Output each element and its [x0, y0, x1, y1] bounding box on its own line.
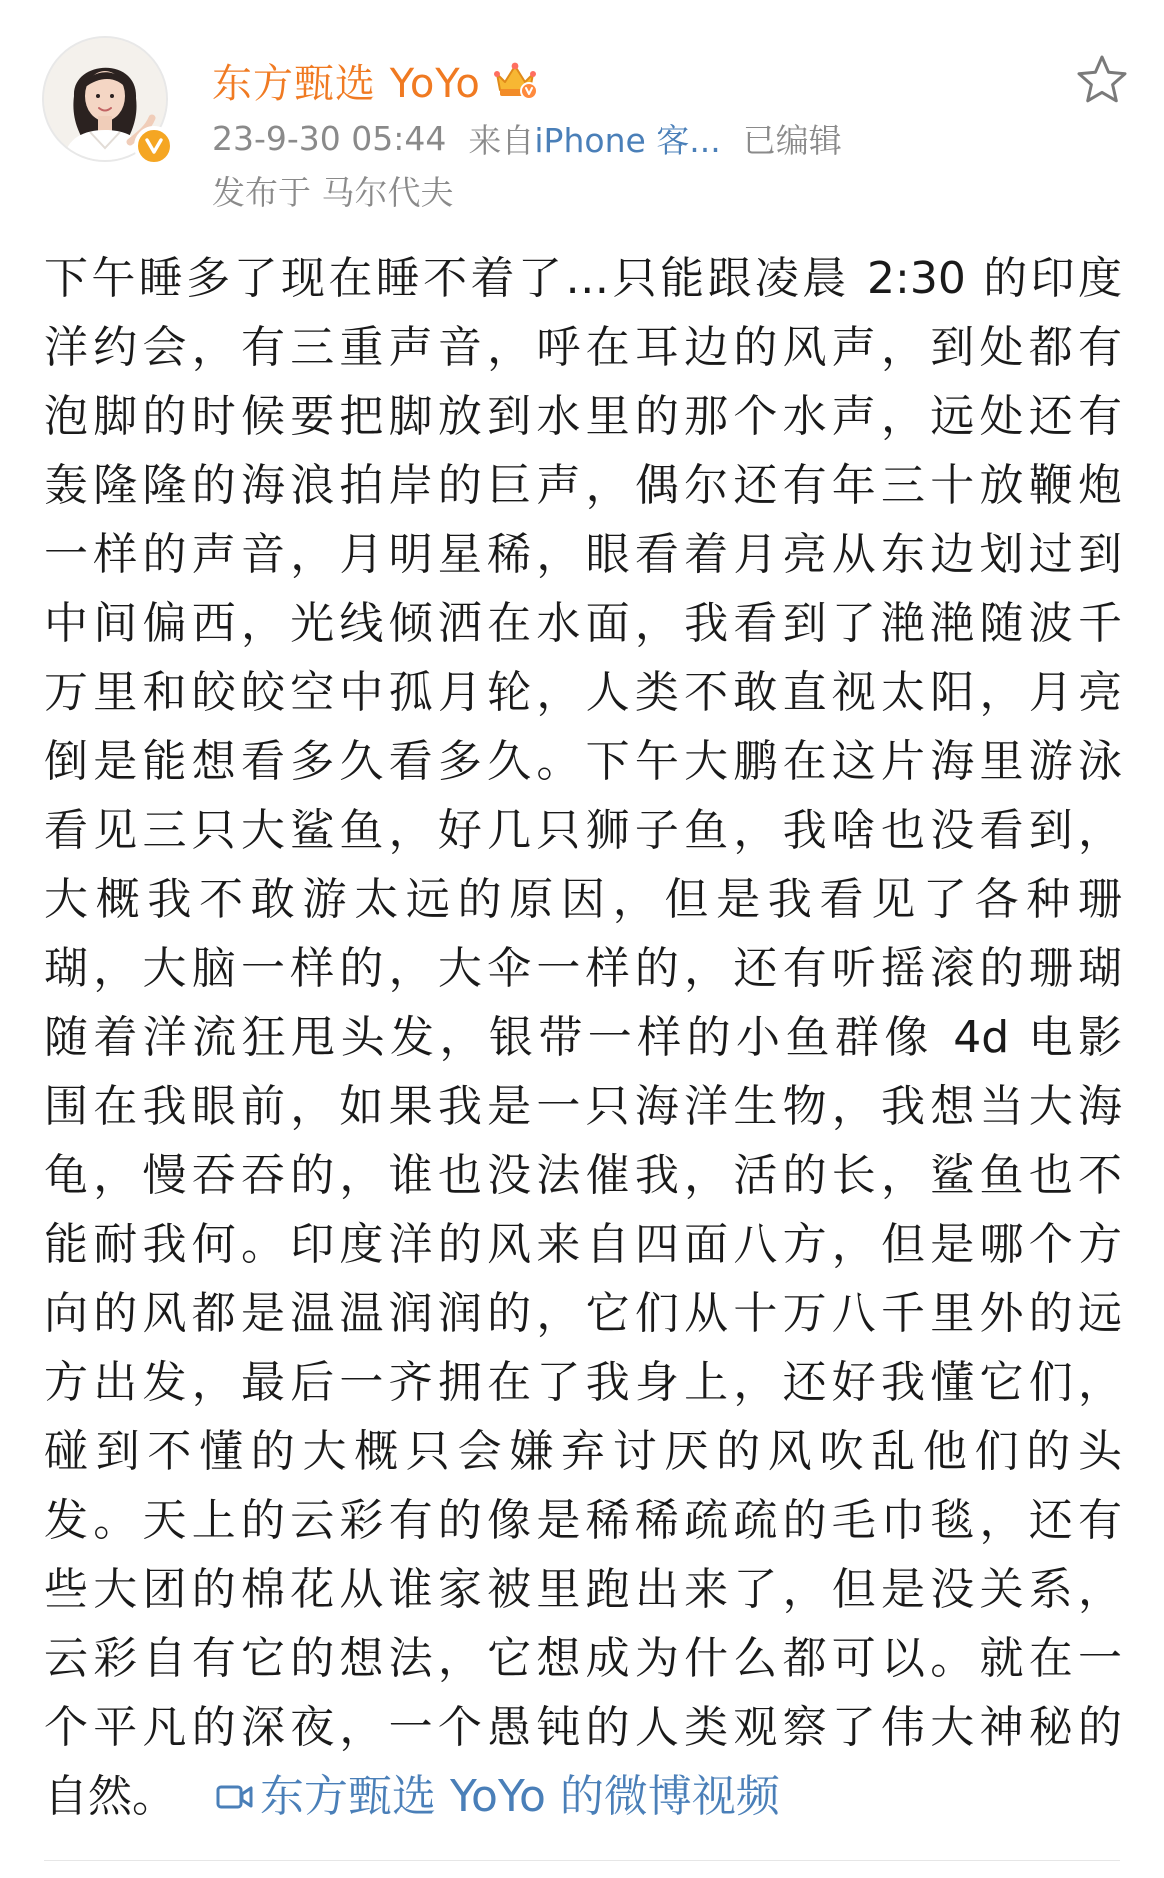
- content-line: 围在我眼前，如果我是一只海洋生物，我想当大海: [44, 1081, 1122, 1132]
- avatar[interactable]: [42, 36, 168, 162]
- content-line: 瑚，大脑一样的，大伞一样的，还有听摇滚的珊瑚: [44, 943, 1122, 994]
- verified-v-icon: [134, 126, 174, 166]
- star-icon[interactable]: [1074, 52, 1130, 108]
- content-line: 一样的声音，月明星稀，眼看着月亮从东边划过到: [44, 529, 1122, 580]
- username[interactable]: 东方甄选 YoYo: [212, 60, 481, 107]
- content-line: 些大团的棉花从谁家被里跑出来了，但是没关系，: [44, 1564, 1122, 1615]
- content-line: 能耐我何。印度洋的风来自四面八方，但是哪个方: [44, 1219, 1122, 1270]
- content-line: 大概我不敢游太远的原因，但是我看见了各种珊: [44, 874, 1122, 925]
- crown-badge-icon[interactable]: [491, 58, 539, 102]
- content-last-text: 自然。: [44, 1771, 176, 1822]
- post-content: [44, 244, 1122, 1831]
- username-row: [212, 50, 539, 110]
- content-line: 看见三只大鲨鱼，好几只狮子鱼，我啥也没看到，: [44, 805, 1122, 856]
- video-camera-icon: [216, 1782, 254, 1812]
- content-line: 碰到不懂的大概只会嫌弃讨厌的风吹乱他们的头: [44, 1426, 1122, 1477]
- source-prefix: 来自: [468, 120, 535, 160]
- content-line: 个平凡的深夜，一个愚钝的人类观察了伟大神秘的: [44, 1702, 1122, 1753]
- post-meta: [212, 116, 842, 160]
- post-timestamp: 23-9-30 05:44: [212, 118, 447, 158]
- post-location: [212, 168, 454, 212]
- content-line: 随着洋流狂甩头发，银带一样的小鱼群像 4d 电影: [44, 1012, 1122, 1063]
- content-last-line: [44, 1762, 1122, 1831]
- source-device-link[interactable]: iPhone 客...: [534, 120, 721, 160]
- content-line: 发。天上的云彩有的像是稀稀疏疏的毛巾毯，还有: [44, 1495, 1122, 1546]
- content-line: 倒是能想看多久看多久。下午大鹏在这片海里游泳: [44, 736, 1122, 787]
- content-line: 轰隆隆的海浪拍岸的巨声，偶尔还有年三十放鞭炮: [44, 460, 1122, 511]
- content-line: 向的风都是温温润润的，它们从十万八千里外的远: [44, 1288, 1122, 1339]
- divider: [44, 1860, 1120, 1861]
- content-line: 龟，慢吞吞的，谁也没法催我，活的长，鲨鱼也不: [44, 1150, 1122, 1201]
- post-header: [0, 0, 1164, 220]
- edited-label[interactable]: 已编辑: [742, 120, 842, 160]
- video-link-label: 东方甄选 YoYo 的微博视频: [260, 1771, 780, 1822]
- video-link[interactable]: [216, 1762, 780, 1831]
- content-line: 洋约会，有三重声音，呼在耳边的风声，到处都有: [44, 322, 1122, 373]
- content-line: 下午睡多了现在睡不着了…只能跟凌晨 2:30 的印度: [44, 253, 1122, 304]
- location-label: 发布于 马尔代夫: [212, 172, 454, 212]
- content-line: 万里和皎皎空中孤月轮，人类不敢直视太阳，月亮: [44, 667, 1122, 718]
- content-line: 云彩自有它的想法，它想成为什么都可以。就在一: [44, 1633, 1122, 1684]
- content-line: 中间偏西，光线倾洒在水面，我看到了滟滟随波千: [44, 598, 1122, 649]
- content-line: 方出发，最后一齐拥在了我身上，还好我懂它们，: [44, 1357, 1122, 1408]
- content-line: 泡脚的时候要把脚放到水里的那个水声，远处还有: [44, 391, 1122, 442]
